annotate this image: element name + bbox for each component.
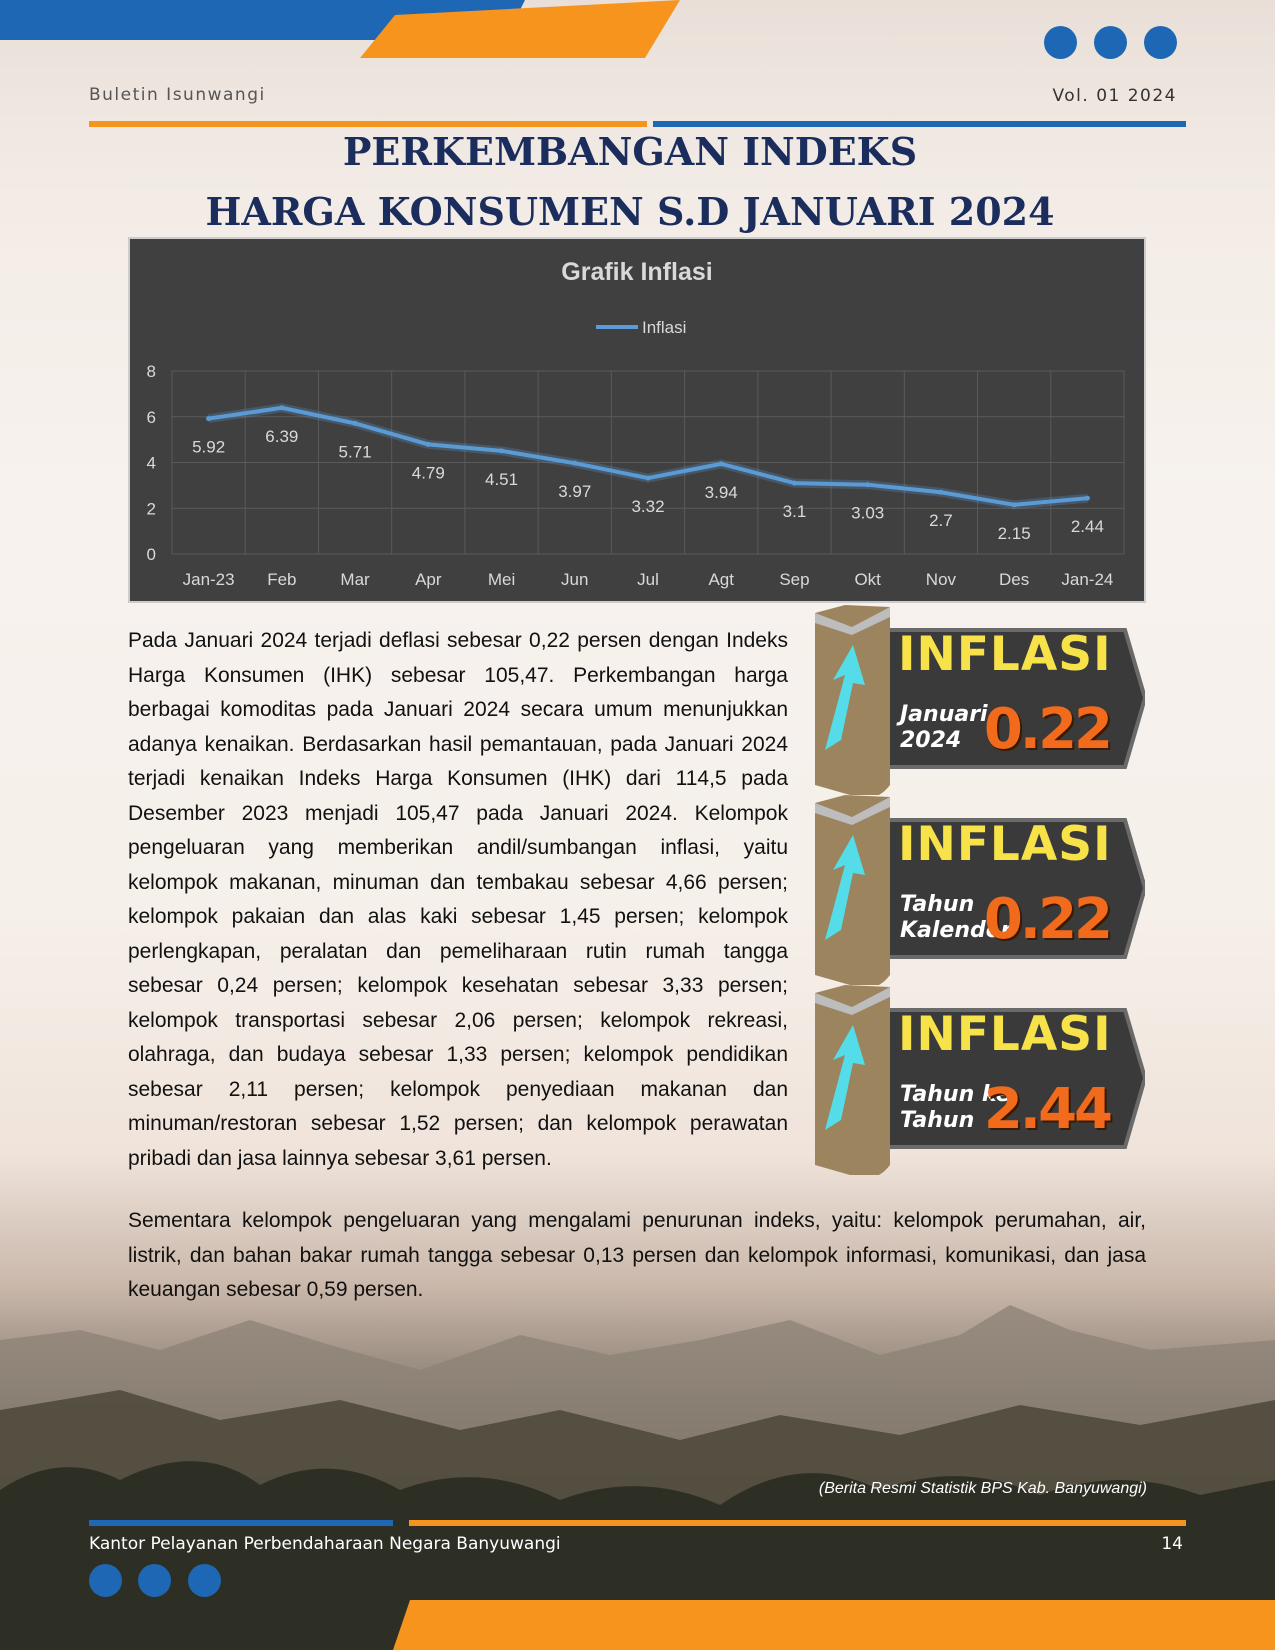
badge-value: 0.22	[983, 697, 1110, 762]
data-point	[646, 476, 651, 481]
page-number: 14	[1161, 1534, 1183, 1554]
page-title-line-2: HARGA KONSUMEN S.D JANUARI 2024	[205, 189, 1055, 234]
top-dot-2	[1094, 26, 1127, 59]
top-banner-shapes	[0, 0, 1275, 60]
x-tick-label: Sep	[779, 570, 810, 589]
x-tick-label: Okt	[854, 570, 881, 589]
source-citation: (Berita Resmi Statistik BPS Kab. Banyuwangi)	[818, 1480, 1147, 1497]
badge-sub-1: Januari	[900, 702, 988, 727]
chart-title: Grafik Inflasi	[561, 258, 713, 286]
publication-name: Buletin Isunwangi	[89, 85, 266, 105]
data-label: 3.32	[631, 497, 665, 517]
data-point	[206, 416, 211, 421]
bottom-banner-shape	[0, 1600, 1275, 1650]
data-label: 6.39	[265, 426, 299, 446]
data-point	[279, 405, 284, 410]
y-tick-label: 0	[146, 545, 156, 564]
top-dot-1	[1044, 26, 1077, 59]
data-point	[426, 442, 431, 447]
y-tick-label: 4	[146, 453, 156, 473]
data-label: 3.1	[782, 502, 807, 522]
badge-sub-1: Tahun ke	[900, 1082, 1011, 1107]
data-point	[865, 482, 870, 487]
data-point	[499, 448, 504, 453]
badge-value: 2.44	[983, 1077, 1110, 1142]
badge-title: INFLASI	[898, 817, 1112, 872]
data-point	[1085, 496, 1090, 501]
badge-sub-2: Kalender	[900, 918, 1012, 943]
badge-value: 0.22	[983, 887, 1110, 952]
y-tick-label: 2	[146, 499, 156, 519]
footer-dot-3	[188, 1564, 221, 1597]
badge-sub-2: Tahun	[900, 1108, 975, 1133]
mountain-landscape	[0, 1300, 1275, 1650]
footer-rule-orange	[409, 1520, 1186, 1526]
body-paragraph-1: Pada Januari 2024 terjadi deflasi sebesar 0,22 persen dengan Indeks Harga Konsumen (IHK) sebesar 105,47. Perkembangan harga berbagai komoditas pada Januari 2024 secara umum menunjukkan adanya kenaikan. Berdasarkan hasil pemantauan, pada Januari 2024 terjadi kenaikan Indeks Harga Konsumen (IHK) dari 114,5 pada Desember 2023 menjadi 105,47 pada Januari 2024. Kelompok pengeluaran yang memberikan andil/sumbangan inflasi, yaitu kelompok makanan, minuman dan tembakau sebesar 4,66 persen; kelompok pakaian dan alas kaki sebesar 1,45 persen; kelompok perlengkapan, peralatan dan pemeliharaan rutin rumah tangga sebesar 0,24 persen; kelompok kesehatan sebesar 3,33 persen; kelompok transportasi sebesar 2,06 persen; kelompok rekreasi, olahraga, dan budaya sebesar 1,33 persen; kelompok pendidikan sebesar 2,11 persen; kelompok penyediaan makanan dan minuman/restoran sebesar 1,52 persen; dan kelompok perawatan pribadi dan jasa lainnya sebesar 3,61 persen.	[128, 629, 788, 1170]
footer-dot-2	[138, 1564, 171, 1597]
data-label: 5.92	[192, 437, 226, 457]
x-tick-label: Agt	[708, 570, 734, 589]
data-label: 5.71	[338, 442, 372, 462]
x-tick-label: Jun	[561, 570, 589, 589]
inflation-chart-svg	[130, 239, 1144, 601]
data-label: 4.79	[411, 463, 445, 483]
data-label: 3.97	[558, 482, 592, 502]
data-point	[938, 490, 943, 495]
legend-label: Inflasi	[642, 318, 687, 337]
x-tick-label: Apr	[415, 570, 442, 589]
data-point	[572, 461, 577, 466]
x-tick-label: Nov	[925, 570, 957, 589]
badge-inflasi-tahun-ke-tahun	[815, 985, 1145, 1165]
data-label: 3.94	[704, 482, 738, 502]
volume-label: Vol. 01 2024	[1052, 86, 1177, 106]
x-tick-label: Jan-24	[1061, 570, 1114, 589]
footer-dot-1	[89, 1564, 122, 1597]
x-tick-label: Jan-23	[182, 570, 235, 589]
x-tick-label: Mar	[340, 570, 370, 589]
badge-sub-1: Tahun	[900, 892, 975, 917]
data-label: 2.44	[1070, 517, 1104, 537]
top-dot-3	[1144, 26, 1177, 59]
data-label: 4.51	[484, 469, 519, 489]
badge-title: INFLASI	[898, 627, 1112, 682]
y-tick-label: 8	[146, 362, 156, 381]
badge-inflasi-tahun-kalender	[815, 795, 1145, 975]
x-tick-label: Mei	[487, 570, 516, 589]
page-title-line-1: PERKEMBANGAN INDEKS	[342, 129, 918, 174]
body-paragraph-2: Sementara kelompok pengeluaran yang mengalami penurunan indeks, yaitu: kelompok perumahan, air, listrik, dan bahan bakar rumah tangga sebesar 0,13 persen dan kelompok informasi, komunikasi, dan jasa keuangan sebesar 0,59 persen.	[128, 1209, 1146, 1301]
data-point	[1012, 502, 1017, 507]
x-tick-label: Jul	[637, 570, 659, 589]
x-tick-label: Feb	[267, 570, 297, 589]
badge-sub-2: 2024	[900, 728, 962, 753]
badge-inflasi-januari	[815, 605, 1145, 785]
data-point	[792, 481, 797, 486]
badge-title: INFLASI	[898, 1007, 1112, 1062]
y-tick-label: 6	[146, 407, 156, 427]
x-tick-label: Des	[999, 570, 1030, 589]
data-label: 2.15	[997, 523, 1031, 543]
data-point	[353, 421, 358, 426]
data-label: 2.7	[929, 511, 953, 531]
data-point	[719, 461, 724, 466]
data-label: 3.03	[851, 503, 885, 523]
inflation-chart	[128, 237, 1146, 603]
footer-rule-blue	[89, 1520, 393, 1526]
footer-office: Kantor Pelayanan Perbendaharaan Negara Banyuwangi	[89, 1534, 561, 1554]
